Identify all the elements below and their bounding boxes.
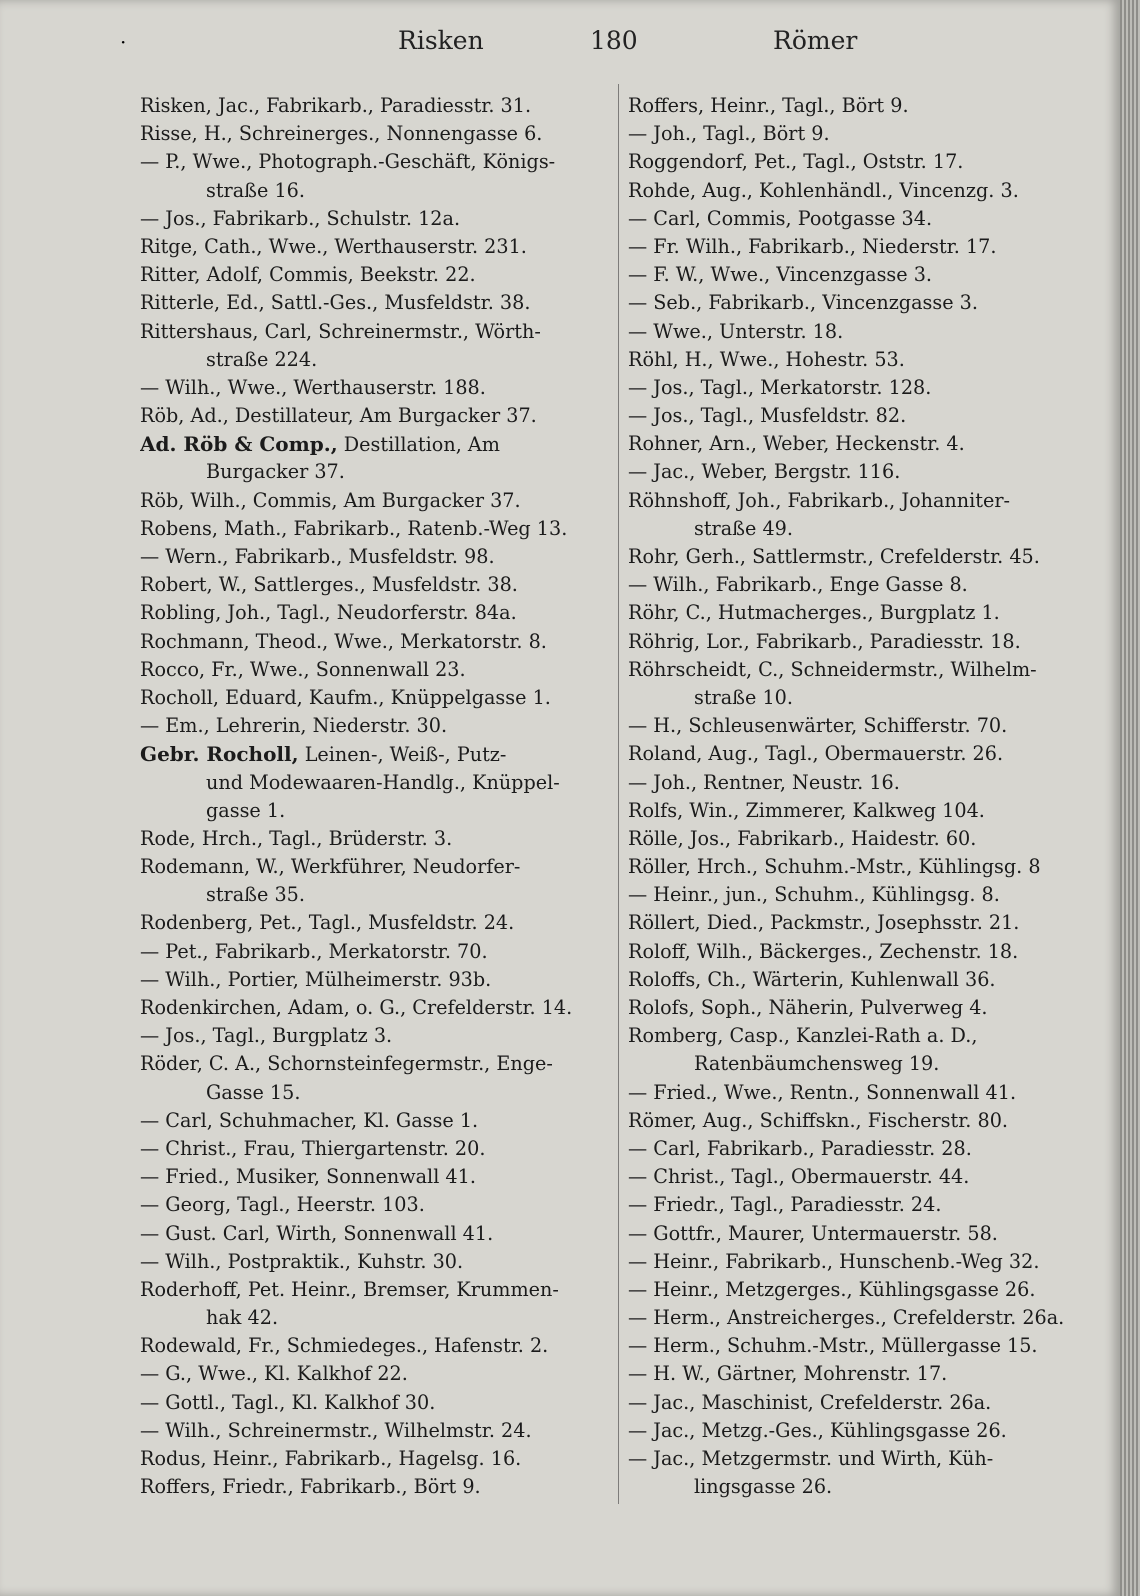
entry-text: — Seb., Fabrikarb., Vincenzgasse 3. <box>628 291 978 315</box>
entry-text: Röllert, Died., Packmstr., Josephsstr. 21. <box>628 911 1020 935</box>
directory-entry-line <box>628 740 1098 768</box>
entry-text: lingsgasse 26. <box>694 1475 833 1499</box>
entry-text: Rölle, Jos., Fabrikarb., Haidestr. 60. <box>628 826 977 850</box>
entry-text: Röhnshoff, Joh., Fabrikarb., Johanniter- <box>628 488 1010 512</box>
directory-entry-line <box>140 1107 608 1135</box>
directory-entry-line <box>628 1389 1098 1417</box>
firm-name-bold: Ad. Röb & Comp., <box>140 432 338 457</box>
directory-entry-line <box>628 1417 1098 1445</box>
directory-entry-line <box>628 1276 1098 1304</box>
entry-text: — Jac., Metzgermstr. und Wirth, Küh- <box>628 1447 994 1470</box>
entry-text: — Christ., Tagl., Obermauerstr. 44. <box>628 1165 970 1189</box>
entry-text: Rohr, Gerh., Sattlermstr., Crefelderstr. 45. <box>628 545 1040 568</box>
directory-entry-line <box>140 1389 608 1417</box>
directory-entry-line <box>140 628 608 656</box>
right-column <box>628 92 1098 1501</box>
entry-text: Röller, Hrch., Schuhm.-Mstr., Kühlingsg. 8 <box>628 855 1041 879</box>
entry-text: Roderhoff, Pet. Heinr., Bremser, Krummen- <box>140 1277 559 1301</box>
entry-text: Gasse 15. <box>206 1080 301 1104</box>
directory-entry-line <box>140 1163 608 1191</box>
directory-entry-line <box>140 289 608 317</box>
directory-entry-line <box>140 1220 608 1248</box>
directory-entry-line <box>628 994 1098 1022</box>
entry-text: Robert, W., Sattlerges., Musfeldstr. 38. <box>140 573 518 597</box>
entry-text: — Gottl., Tagl., Kl. Kalkhof 30. <box>140 1390 436 1414</box>
directory-entry-line <box>140 1417 608 1445</box>
directory-entry-line <box>628 571 1098 599</box>
entry-text: — Jac., Maschinist, Crefelderstr. 26a. <box>628 1390 992 1414</box>
entry-text: gasse 1. <box>206 798 286 822</box>
entry-text: Rodenberg, Pet., Tagl., Musfeldstr. 24. <box>140 911 515 935</box>
directory-entry-line <box>140 599 608 627</box>
directory-entry-line <box>628 1248 1098 1276</box>
directory-entry-line <box>628 346 1098 374</box>
directory-entry-line <box>140 402 608 430</box>
entry-text: — Jos., Tagl., Musfeldstr. 82. <box>628 404 907 428</box>
directory-entry-line <box>140 374 608 402</box>
entry-text: Rittershaus, Carl, Schreinermstr., Wörth- <box>140 319 541 343</box>
directory-entry-line <box>140 205 608 233</box>
directory-entry-line <box>628 402 1098 430</box>
directory-entry-line <box>628 656 1098 684</box>
entry-text: — Heinr., Fabrikarb., Hunschenb.-Weg 32. <box>628 1249 1040 1273</box>
entry-text: Roloffs, Ch., Wärterin, Kuhlenwall 36. <box>628 967 996 991</box>
directory-entry-line <box>140 148 608 176</box>
directory-entry-line <box>628 205 1098 233</box>
entry-text: — H., Schleusenwärter, Schifferstr. 70. <box>628 714 1008 738</box>
entry-text: Rodemann, W., Werkführer, Neudorfer- <box>140 855 521 879</box>
directory-entry-line <box>628 1079 1098 1107</box>
directory-entry-line <box>628 92 1098 120</box>
directory-entry-line <box>628 1135 1098 1163</box>
entry-text: — Fried., Wwe., Rentn., Sonnenwall 41. <box>628 1080 1017 1104</box>
entry-text: — Wern., Fabrikarb., Musfeldstr. 98. <box>140 545 495 568</box>
entry-text: Rolofs, Soph., Näherin, Pulverweg 4. <box>628 996 988 1019</box>
directory-entry-line <box>628 1220 1098 1248</box>
entry-text: Roffers, Friedr., Fabrikarb., Bört 9. <box>140 1475 481 1499</box>
directory-entry-line <box>628 374 1098 402</box>
entry-text: Röhl, H., Wwe., Hohestr. 53. <box>628 347 905 371</box>
directory-entry-line <box>140 233 608 261</box>
directory-entry-line <box>628 797 1098 825</box>
left-column <box>140 92 608 1501</box>
page-edge <box>1120 0 1140 1596</box>
directory-entry-line <box>628 1191 1098 1219</box>
entry-text: — Wwe., Unterstr. 18. <box>628 319 844 343</box>
entry-text: — P., Wwe., Photograph.-Geschäft, Königs- <box>140 150 556 174</box>
directory-entry-line <box>140 684 608 712</box>
page-header <box>0 26 1120 66</box>
entry-text: Rolfs, Win., Zimmerer, Kalkweg 104. <box>628 798 985 822</box>
entry-text: — Joh., Tagl., Bört 9. <box>628 122 830 146</box>
directory-entry-line <box>140 1360 608 1388</box>
entry-text: — Heinr., Metzgerges., Kühlingsgasse 26. <box>628 1277 1036 1301</box>
entry-text: Ratenbäumchensweg 19. <box>694 1052 940 1076</box>
entry-text: — Pet., Fabrikarb., Merkatorstr. 70. <box>140 939 488 963</box>
entry-text: straße 16. <box>206 178 305 202</box>
directory-entry-line <box>628 712 1098 740</box>
entry-text: Rocholl, Eduard, Kaufm., Knüppelgasse 1. <box>140 685 551 709</box>
directory-entry-line <box>140 1022 608 1050</box>
entry-text: Leinen-, Weiß-, Putz- <box>298 743 507 767</box>
entry-text: — Fr. Wilh., Fabrikarb., Niederstr. 17. <box>628 234 997 258</box>
directory-entry-line <box>140 571 608 599</box>
directory-entry-line <box>140 1473 608 1501</box>
directory-entry-line <box>628 1050 1098 1078</box>
directory-entry-line <box>140 712 608 740</box>
directory-entry-line <box>140 656 608 684</box>
entry-text: Rocco, Fr., Wwe., Sonnenwall 23. <box>140 657 466 681</box>
directory-entry-line <box>140 966 608 994</box>
entry-text: Röhrig, Lor., Fabrikarb., Paradiesstr. 18. <box>628 629 1021 653</box>
directory-entry-line <box>628 289 1098 317</box>
entry-text: Rohde, Aug., Kohlenhändl., Vincenzg. 3. <box>628 178 1019 202</box>
entry-text: Römer, Aug., Schiffskn., Fischerstr. 80. <box>628 1108 1009 1132</box>
entry-text: Röhrscheidt, C., Schneidermstr., Wilhelm- <box>628 657 1037 681</box>
entry-text: straße 49. <box>694 516 793 540</box>
directory-entry-line <box>140 1445 608 1473</box>
entry-text: — Carl, Schuhmacher, Kl. Gasse 1. <box>140 1108 479 1132</box>
entry-text: — F. W., Wwe., Vincenzgasse 3. <box>628 263 933 287</box>
entry-text: straße 224. <box>206 347 318 371</box>
directory-entry-line <box>628 938 1098 966</box>
directory-entry-line <box>628 177 1098 205</box>
entry-text: — Wilh., Portier, Mülheimerstr. 93b. <box>140 967 492 991</box>
entry-text: — Em., Lehrerin, Niederstr. 30. <box>140 714 448 738</box>
directory-entry-line <box>628 1304 1098 1332</box>
directory-entry-line <box>628 599 1098 627</box>
entry-text: Ritter, Adolf, Commis, Beekstr. 22. <box>140 263 476 287</box>
directory-entry-line <box>140 1304 608 1332</box>
directory-entry-line <box>140 543 608 571</box>
directory-entry-line <box>140 797 608 825</box>
directory-entry-line <box>140 909 608 937</box>
directory-entry-line <box>628 769 1098 797</box>
entry-text: Robling, Joh., Tagl., Neudorferstr. 84a. <box>140 601 517 625</box>
entry-text: — Jos., Fabrikarb., Schulstr. 12a. <box>140 206 461 230</box>
entry-text: Risken, Jac., Fabrikarb., Paradiesstr. 31. <box>140 94 532 117</box>
directory-entry-line <box>628 1445 1098 1473</box>
directory-entry-line <box>628 543 1098 571</box>
entry-text: hak 42. <box>206 1306 279 1330</box>
entry-text: — Gust. Carl, Wirth, Sonnenwall 41. <box>140 1221 494 1245</box>
entry-text: Rode, Hrch., Tagl., Brüderstr. 3. <box>140 826 453 850</box>
directory-entry-line <box>628 1163 1098 1191</box>
directory-entry-line <box>628 318 1098 346</box>
entry-text: Roland, Aug., Tagl., Obermauerstr. 26. <box>628 742 1004 766</box>
directory-entry-line <box>140 177 608 205</box>
directory-entry-line <box>628 458 1098 486</box>
entry-text: — Joh., Rentner, Neustr. 16. <box>628 770 900 794</box>
entry-text: Roggendorf, Pet., Tagl., Oststr. 17. <box>628 150 964 174</box>
directory-entry-line <box>140 1135 608 1163</box>
entry-text: Ritterle, Ed., Sattl.-Ges., Musfeldstr. 38. <box>140 291 531 315</box>
entry-text: Risse, H., Schreinerges., Nonnengasse 6. <box>140 122 543 146</box>
directory-entry-line <box>140 430 608 458</box>
entry-text: Rohner, Arn., Weber, Heckenstr. 4. <box>628 432 965 456</box>
directory-entry-line <box>628 684 1098 712</box>
entry-text: — Carl, Fabrikarb., Paradiesstr. 28. <box>628 1136 972 1160</box>
directory-entry-line <box>140 938 608 966</box>
firm-name-bold: Gebr. Rocholl, <box>140 742 299 767</box>
directory-entry-line <box>628 909 1098 937</box>
entry-text: und Modewaaren-Handlg., Knüppel- <box>206 770 560 794</box>
directory-entry-line <box>628 233 1098 261</box>
directory-entry-line <box>140 769 608 797</box>
directory-entry-line <box>140 120 608 148</box>
directory-entry-line <box>628 1332 1098 1360</box>
directory-entry-line <box>628 261 1098 289</box>
directory-entry-line <box>140 1276 608 1304</box>
entry-text: straße 10. <box>694 685 793 709</box>
entry-text: Ritge, Cath., Wwe., Werthauserstr. 231. <box>140 234 527 258</box>
entry-text: straße 35. <box>206 883 305 907</box>
directory-entry-line <box>140 853 608 881</box>
entry-text: — Herm., Anstreicherges., Crefelderstr. 26a. <box>628 1306 1065 1330</box>
directory-entry-line <box>140 487 608 515</box>
entry-text: — G., Wwe., Kl. Kalkhof 22. <box>140 1362 408 1386</box>
entry-text: — Carl, Commis, Pootgasse 34. <box>628 206 933 230</box>
entry-text: — Wilh., Postpraktik., Kuhstr. 30. <box>140 1249 464 1273</box>
directory-entry-line <box>628 966 1098 994</box>
entry-text: Rochmann, Theod., Wwe., Merkatorstr. 8. <box>140 629 547 653</box>
directory-entry-line <box>628 430 1098 458</box>
directory-entry-line <box>628 881 1098 909</box>
directory-entry-line <box>140 1332 608 1360</box>
entry-text: Destillation, Am <box>337 433 500 457</box>
directory-entry-line <box>628 515 1098 543</box>
directory-entry-line <box>140 881 608 909</box>
directory-entry-line <box>628 1473 1098 1501</box>
entry-text: Rodewald, Fr., Schmiedeges., Hafenstr. 2. <box>140 1334 549 1358</box>
entry-text: Robens, Math., Fabrikarb., Ratenb.-Weg 13. <box>140 516 568 540</box>
entry-text: Röder, C. A., Schornsteinfegermstr., Enge- <box>140 1052 553 1076</box>
entry-text: Rodenkirchen, Adam, o. G., Crefelderstr. 14. <box>140 996 573 1019</box>
header-left-keyword: Risken <box>398 26 484 55</box>
entry-text: — Wilh., Wwe., Werthauserstr. 188. <box>140 375 486 399</box>
entry-text: Röb, Wilh., Commis, Am Burgacker 37. <box>140 488 521 512</box>
page-number: 180 <box>590 26 638 55</box>
directory-entry-line <box>140 825 608 853</box>
margin-dot: · <box>120 30 127 54</box>
entry-text: — H. W., Gärtner, Mohrenstr. 17. <box>628 1362 948 1386</box>
directory-entry-line <box>628 1107 1098 1135</box>
directory-entry-line <box>140 994 608 1022</box>
directory-entry-line <box>140 740 608 768</box>
directory-entry-line <box>628 148 1098 176</box>
entry-text: Rodus, Heinr., Fabrikarb., Hagelsg. 16. <box>140 1447 522 1470</box>
directory-entry-line <box>140 458 608 486</box>
directory-entry-line <box>628 120 1098 148</box>
entry-text: Röhr, C., Hutmacherges., Burgplatz 1. <box>628 601 1000 625</box>
directory-entry-line <box>140 1191 608 1219</box>
directory-entry-line <box>140 1079 608 1107</box>
directory-entry-line <box>628 628 1098 656</box>
entry-text: — Wilh., Fabrikarb., Enge Gasse 8. <box>628 573 968 597</box>
directory-entry-line <box>140 1050 608 1078</box>
directory-entry-line <box>140 318 608 346</box>
directory-entry-line <box>628 1022 1098 1050</box>
entry-text: — Georg, Tagl., Heerstr. 103. <box>140 1193 425 1217</box>
entry-text: — Heinr., jun., Schuhm., Kühlingsg. 8. <box>628 883 1000 907</box>
directory-entry-line <box>140 261 608 289</box>
directory-entry-line <box>628 1360 1098 1388</box>
entry-text: — Christ., Frau, Thiergartenstr. 20. <box>140 1136 486 1160</box>
entry-text: Romberg, Casp., Kanzlei-Rath a. D., <box>628 1024 978 1048</box>
directory-entry-line <box>628 487 1098 515</box>
directory-entry-line <box>140 346 608 374</box>
entry-text: — Jos., Tagl., Merkatorstr. 128. <box>628 375 932 399</box>
entry-text: — Jos., Tagl., Burgplatz 3. <box>140 1024 393 1048</box>
header-right-keyword: Römer <box>773 26 858 55</box>
entry-text: — Jac., Weber, Bergstr. 116. <box>628 460 901 484</box>
entry-text: Burgacker 37. <box>206 460 345 484</box>
directory-entry-line <box>140 515 608 543</box>
directory-entry-line <box>140 92 608 120</box>
entry-text: — Fried., Musiker, Sonnenwall 41. <box>140 1165 476 1189</box>
directory-entry-line <box>628 825 1098 853</box>
entry-text: Roloff, Wilh., Bäckerges., Zechenstr. 18. <box>628 939 1019 963</box>
column-divider <box>618 84 619 1504</box>
directory-entry-line <box>628 853 1098 881</box>
entry-text: Roffers, Heinr., Tagl., Bört 9. <box>628 94 909 117</box>
entry-text: — Wilh., Schreinermstr., Wilhelmstr. 24. <box>140 1418 532 1442</box>
entry-text: — Jac., Metzg.-Ges., Kühlingsgasse 26. <box>628 1418 1007 1442</box>
entry-text: — Friedr., Tagl., Paradiesstr. 24. <box>628 1193 942 1217</box>
entry-text: — Herm., Schuhm.-Mstr., Müllergasse 15. <box>628 1334 1038 1358</box>
entry-text: Röb, Ad., Destillateur, Am Burgacker 37. <box>140 404 537 428</box>
entry-text: — Gottfr., Maurer, Untermauerstr. 58. <box>628 1221 998 1245</box>
directory-entry-line <box>140 1248 608 1276</box>
